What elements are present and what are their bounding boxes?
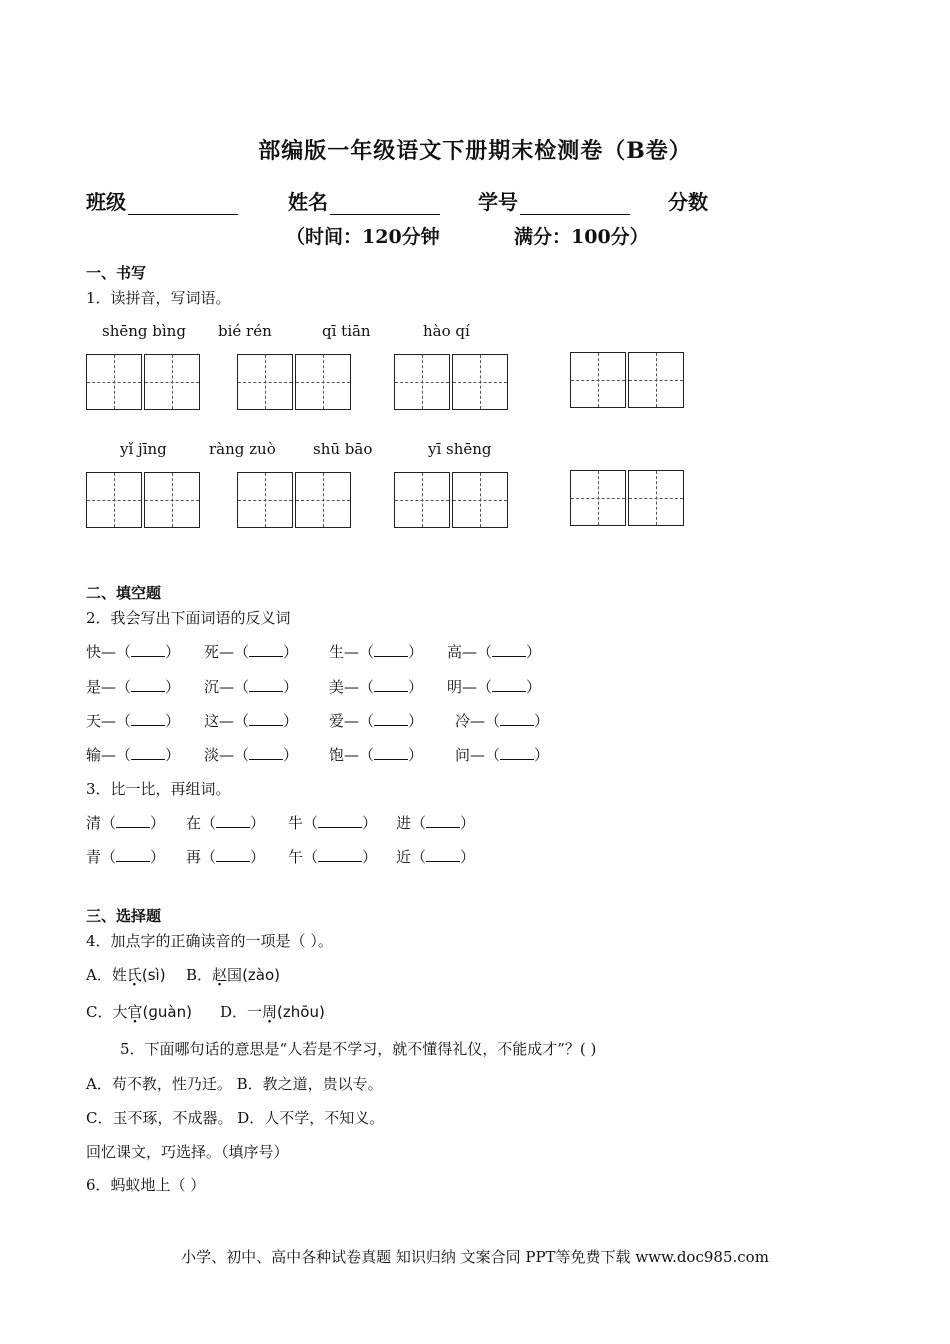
antonym-item: 冷—（ ） <box>455 712 550 730</box>
writing-cell[interactable] <box>570 352 626 408</box>
writing-grid <box>86 472 200 528</box>
antonym-item: 淡—（ ） <box>204 746 299 764</box>
pinyin-label: shū bāo <box>313 440 373 458</box>
writing-grid <box>86 354 200 410</box>
writing-cell[interactable] <box>144 472 200 528</box>
pinyin-label: yī shēng <box>428 440 492 458</box>
pinyin-label: shēng bìng <box>102 322 186 340</box>
question-3: 3．比一比，再组词。 <box>86 780 231 798</box>
writing-grid <box>570 352 684 408</box>
footer-text: 小学、初中、高中各种试卷真题 知识归纳 文案合同 PPT等免费下载 www.doc985.com <box>181 1248 769 1266</box>
writing-cell[interactable] <box>452 472 508 528</box>
writing-cell[interactable] <box>628 470 684 526</box>
antonym-item: 死—（ ） <box>204 643 299 661</box>
name-blank[interactable] <box>330 192 440 215</box>
writing-cell[interactable] <box>237 472 293 528</box>
antonym-item: 明—（ ） <box>447 678 542 696</box>
id-blank[interactable] <box>520 192 630 215</box>
antonym-item: 高—（ ） <box>447 643 542 661</box>
antonym-item: 这—（ ） <box>204 712 299 730</box>
section-choice: 三、选择题 <box>86 907 162 925</box>
id-field <box>478 186 630 215</box>
compare-item: 午（ ） <box>288 848 378 866</box>
class-label: 班级 <box>86 190 126 214</box>
writing-cell[interactable] <box>144 354 200 410</box>
writing-cell[interactable] <box>452 354 508 410</box>
antonym-item: 天—（ ） <box>86 712 181 730</box>
options-ab[interactable]: A．苟不教，性乃迁。 B．教之道，贵以专。 <box>86 1075 383 1093</box>
pinyin-label: yǐ jīng <box>120 440 167 458</box>
time-label: （时间：120分钟 <box>286 226 440 248</box>
antonym-item: 是—（ ） <box>86 678 181 696</box>
option-a[interactable]: A．姓氏(sì) <box>86 966 166 984</box>
writing-grid <box>570 470 684 526</box>
compare-item: 青（ ） <box>86 848 166 866</box>
writing-cell[interactable] <box>295 354 351 410</box>
writing-grid <box>394 472 508 528</box>
page-title: 部编版一年级语文下册期末检测卷（B卷） <box>258 138 692 164</box>
question-1: 1．读拼音，写词语。 <box>86 289 231 307</box>
compare-item: 牛（ ） <box>288 814 378 832</box>
antonym-item: 问—（ ） <box>455 746 550 764</box>
class-blank[interactable] <box>128 192 238 215</box>
compare-item: 再（ ） <box>186 848 266 866</box>
writing-cell[interactable] <box>394 354 450 410</box>
writing-cell[interactable] <box>570 470 626 526</box>
antonym-item: 爱—（ ） <box>329 712 424 730</box>
writing-cell[interactable] <box>86 472 142 528</box>
writing-grid <box>237 472 351 528</box>
name-label: 姓名 <box>288 190 328 214</box>
writing-cell[interactable] <box>237 354 293 410</box>
writing-cell[interactable] <box>394 472 450 528</box>
writing-cell[interactable] <box>86 354 142 410</box>
question-4: 4．加点字的正确读音的一项是（ ）。 <box>86 932 333 950</box>
antonym-item: 美—（ ） <box>329 678 424 696</box>
question-2: 2．我会写出下面词语的反义词 <box>86 609 291 627</box>
option-b[interactable]: B．赵国(zào) <box>186 966 281 984</box>
compare-item: 清（ ） <box>86 814 166 832</box>
writing-cell[interactable] <box>628 352 684 408</box>
option-c[interactable]: C．大官(ɡuàn) <box>86 1003 192 1021</box>
class-field <box>86 186 238 215</box>
section-fill-blank: 二、填空题 <box>86 584 162 602</box>
question-5: 5．下面哪句话的意思是“人若是不学习，就不懂得礼仪，不能成才”？( ) <box>120 1040 597 1058</box>
options-cd[interactable]: C．玉不琢，不成器。 D．人不学，不知义。 <box>86 1109 385 1127</box>
pinyin-label: qī tiān <box>322 322 371 340</box>
score-label: 分数 <box>668 190 708 214</box>
compare-item: 近（ ） <box>396 848 476 866</box>
section-writing: 一、书写 <box>86 264 147 282</box>
id-label: 学号 <box>478 190 518 214</box>
question-6: 6．蚂蚁地上（ ） <box>86 1176 206 1194</box>
writing-grid <box>237 354 351 410</box>
antonym-item: 饱—（ ） <box>329 746 424 764</box>
writing-cell[interactable] <box>295 472 351 528</box>
antonym-item: 输—（ ） <box>86 746 181 764</box>
option-d[interactable]: D．一周(zhōu) <box>220 1003 325 1021</box>
pinyin-label: hào qí <box>423 322 470 340</box>
compare-item: 在（ ） <box>186 814 266 832</box>
antonym-item: 快—（ ） <box>86 643 181 661</box>
antonym-item: 沉—（ ） <box>204 678 299 696</box>
writing-grid <box>394 354 508 410</box>
full-score-label: 满分：100分） <box>514 226 649 248</box>
compare-item: 进（ ） <box>396 814 476 832</box>
pinyin-label: bié rén <box>218 322 272 340</box>
name-field <box>288 186 440 215</box>
pinyin-label: ràng zuò <box>209 440 276 458</box>
antonym-item: 生—（ ） <box>329 643 424 661</box>
recall-instruction: 回忆课文，巧选择。（填序号） <box>86 1143 289 1161</box>
